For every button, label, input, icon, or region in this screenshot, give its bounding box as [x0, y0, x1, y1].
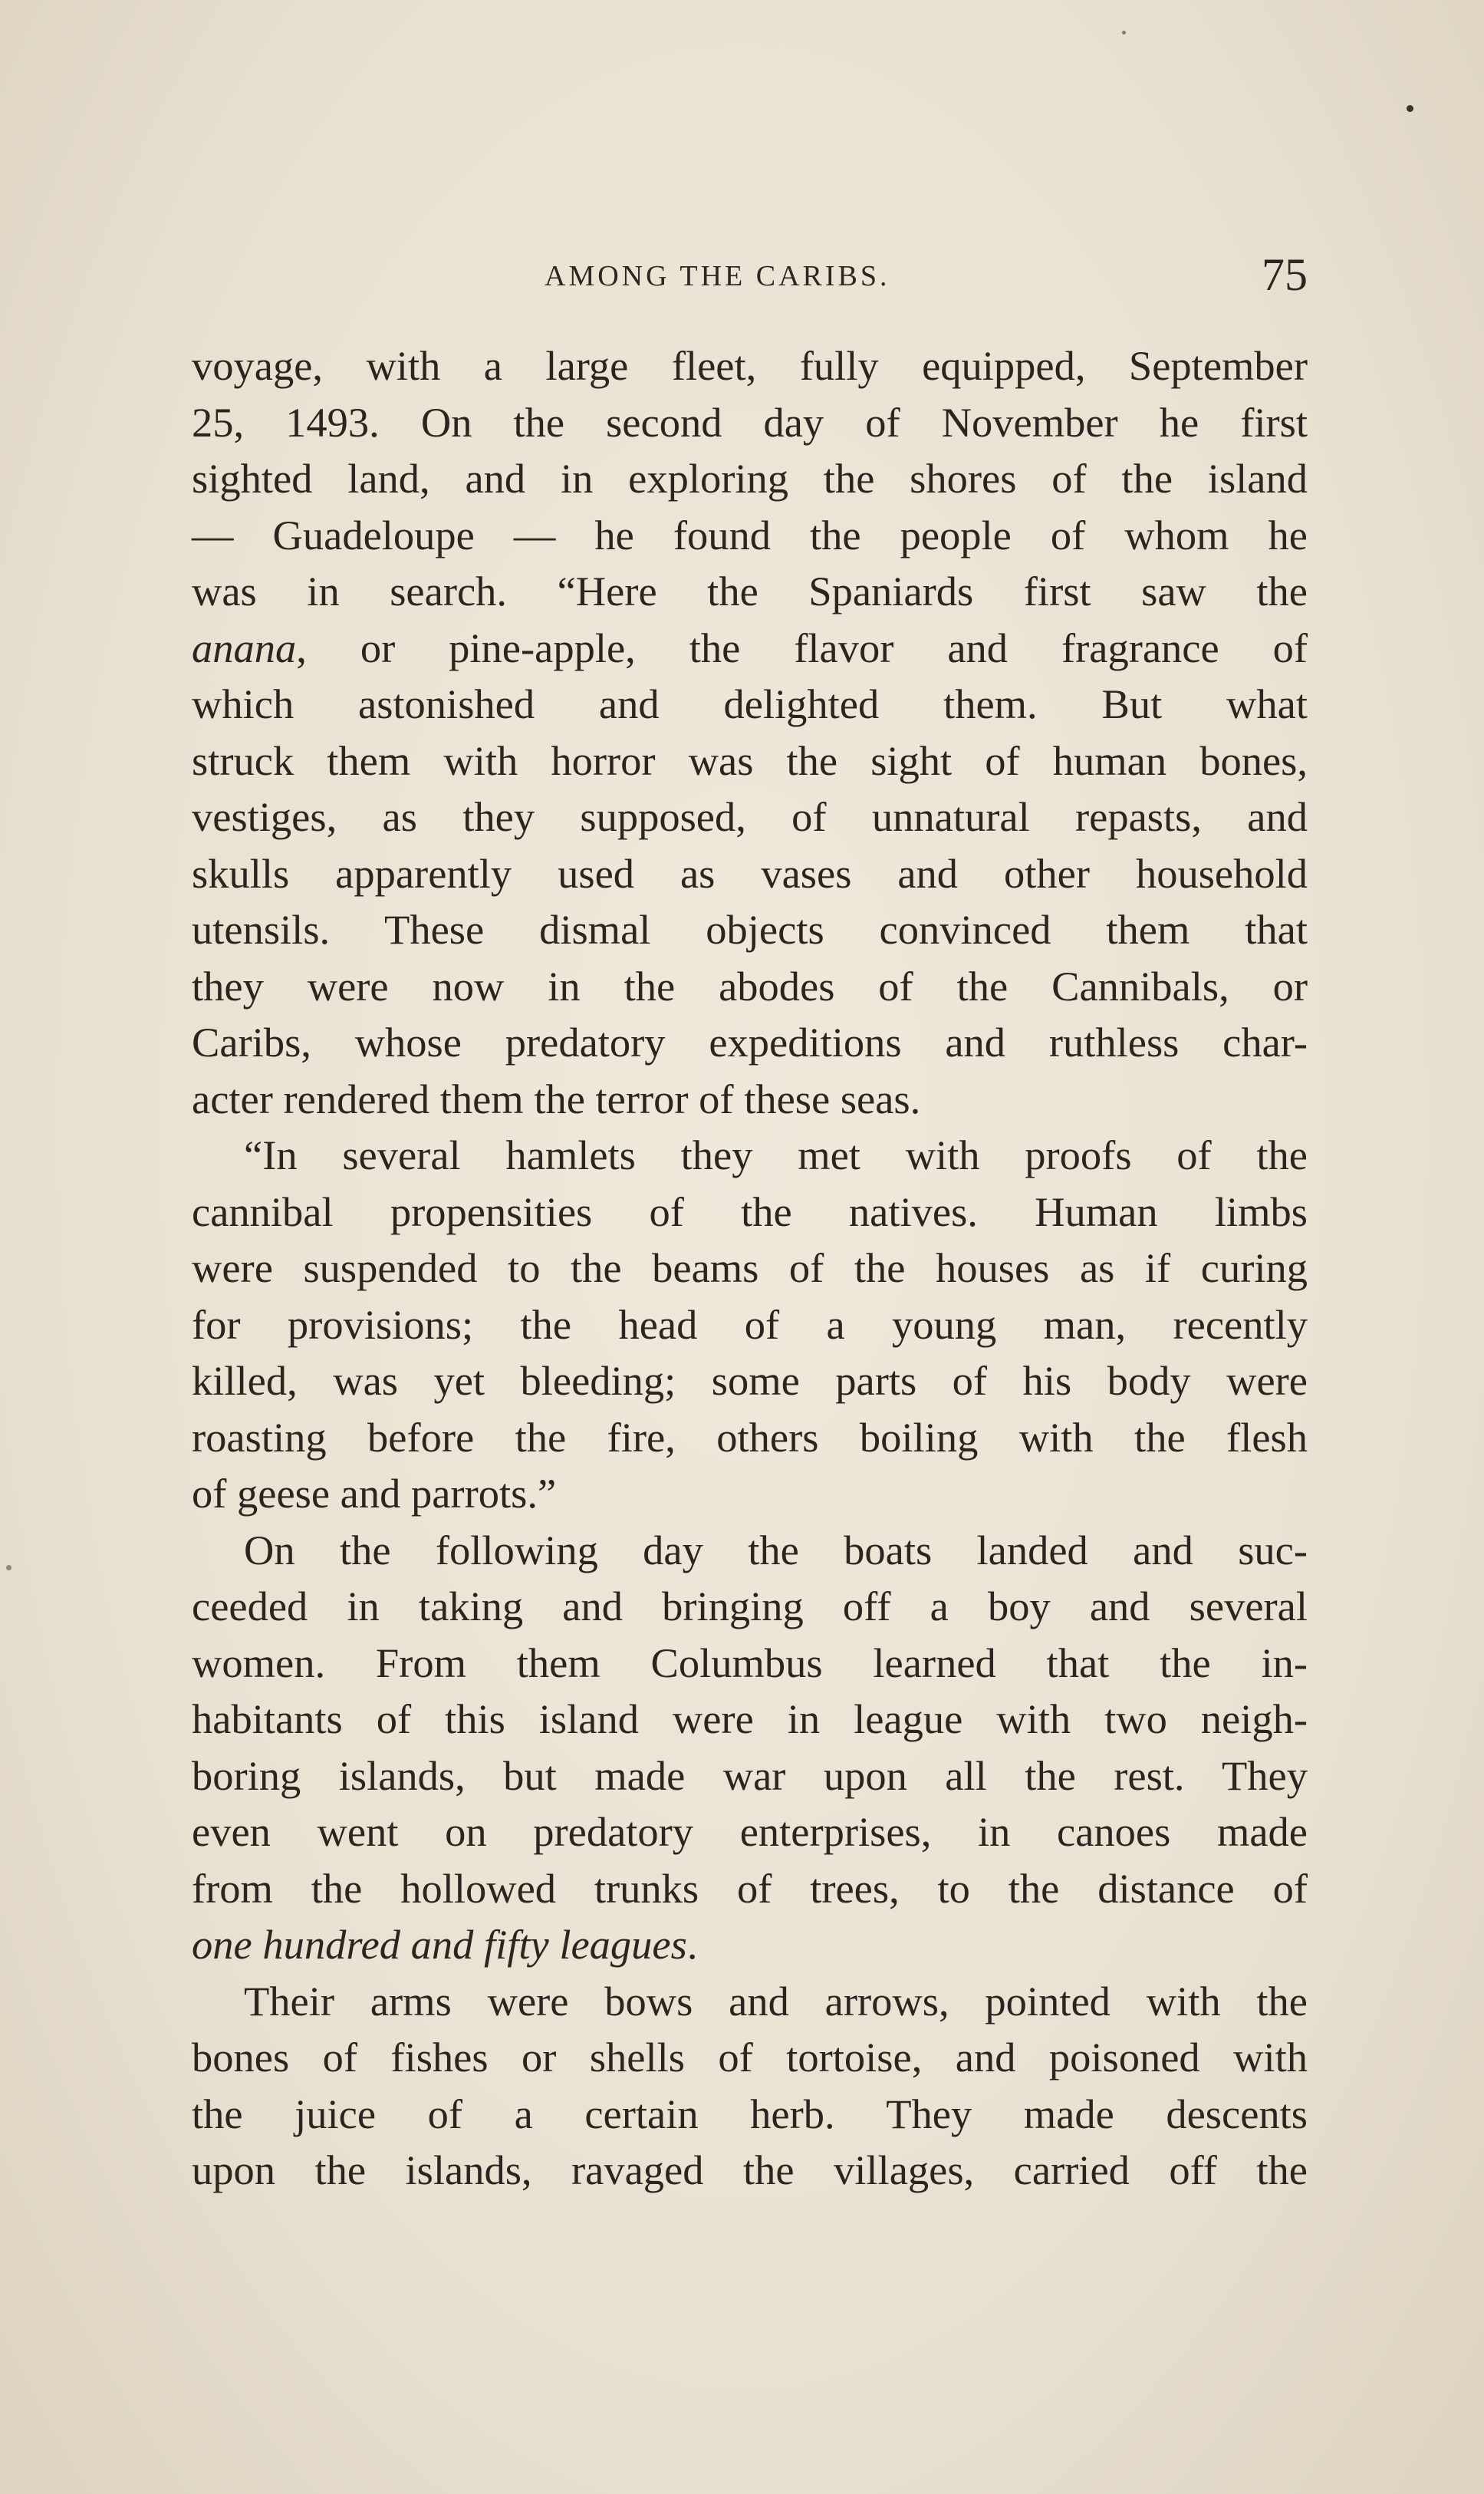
text-line: struck them with horror was the sight of human bones, [192, 736, 1308, 784]
text-line: which astonished and delighted them. But what [192, 680, 1308, 727]
text-line: even went on predatory enterprises, in canoes made [192, 1808, 1308, 1855]
paper-speck [1407, 105, 1413, 112]
text-fragment: . [686, 1921, 698, 1968]
text-line: they were now in the abodes of the Cannibals, or [192, 962, 1308, 1010]
text-line: roasting before the fire, others boiling with the flesh [192, 1413, 1308, 1461]
text-line: bones of fishes or shells of tortoise, and poisoned with [192, 2034, 1308, 2081]
running-head: AMONG THE CARIBS. [545, 260, 890, 292]
text-line [192, 1916, 1308, 1973]
text-line: utensils. These dismal objects convinced them that [192, 906, 1308, 953]
text-line: upon the islands, ravaged the villages, carried off the [192, 2146, 1308, 2193]
text-line: women. From them Columbus learned that the in- [192, 1639, 1308, 1686]
italic-term: one hundred and fifty leagues [192, 1921, 687, 1968]
text-line: “In several hamlets they met with proofs of the [244, 1132, 1308, 1178]
text-line: from the hollowed trunks of trees, to the distance of [192, 1864, 1308, 1912]
text-line: cannibal propensities of the natives. Human limbs [192, 1188, 1308, 1235]
paper-speck [6, 1565, 12, 1570]
text-line: voyage, with a large fleet, fully equipped, September [192, 342, 1308, 389]
text-line: Caribs, whose predatory expeditions and ruthless char- [192, 1019, 1308, 1066]
text-line: killed, was yet bleeding; some parts of his body were [192, 1357, 1308, 1404]
text-line: 25, 1493. On the second day of November he first [192, 398, 1308, 446]
text-line: acter rendered them the terror of these seas. [192, 1075, 921, 1122]
text-line: the juice of a certain herb. They made descents [192, 2090, 1308, 2137]
page-number: 75 [1262, 249, 1308, 300]
text-line: of geese and parrots.” [192, 1470, 557, 1517]
text-line: boring islands, but made war upon all the rest. They [192, 1751, 1308, 1799]
text-line: On the following day the boats landed and suc- [244, 1526, 1308, 1573]
paper-speck [1122, 31, 1126, 35]
text-line: were suspended to the beams of the houses as if curing [192, 1244, 1308, 1291]
italic-term: anana [192, 624, 297, 671]
body-text [192, 338, 1308, 2199]
text-line: vestiges, as they supposed, of unnatural repasts, and [192, 793, 1308, 840]
text-line [192, 620, 1308, 677]
text-line: ceeded in taking and bringing off a boy and several [192, 1583, 1308, 1629]
page-header [192, 249, 1308, 307]
text-line: for provisions; the head of a young man, recently [192, 1300, 1308, 1348]
text-line: skulls apparently used as vases and other household [192, 849, 1308, 897]
text-line: — Guadeloupe — he found the people of whom he [192, 511, 1308, 558]
text-line: was in search. “Here the Spaniards first saw the [192, 568, 1308, 614]
text-line: sighted land, and in exploring the shores of the island [192, 455, 1308, 502]
text-line: habitants of this island were in league with two neigh- [192, 1695, 1308, 1742]
text-line: Their arms were bows and arrows, pointed with the [244, 1977, 1308, 2025]
text-fragment: , or pine-apple, the flavor and fragrance of [296, 624, 1308, 671]
